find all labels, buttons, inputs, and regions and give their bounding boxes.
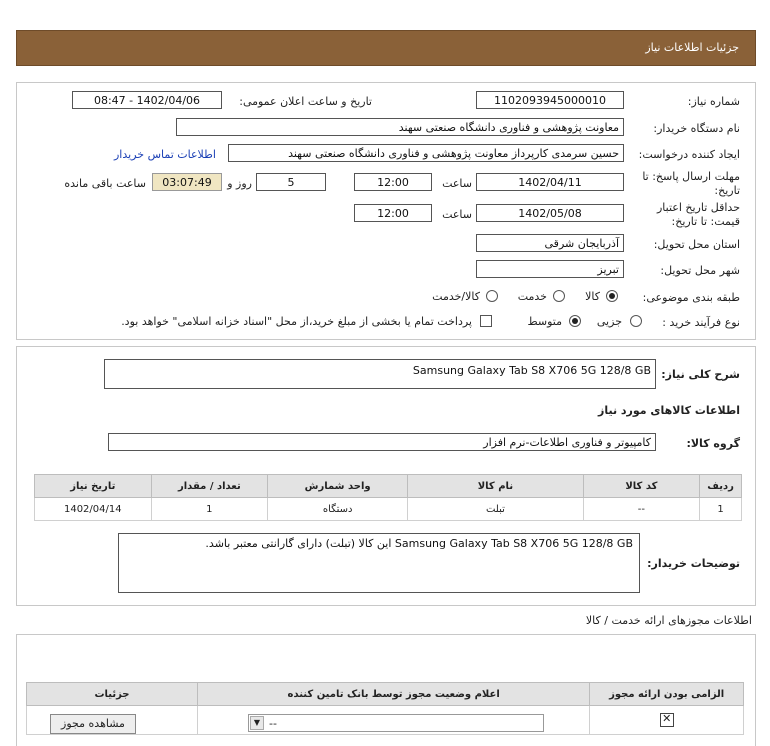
- view-permit-button[interactable]: مشاهده مجوز: [50, 714, 136, 734]
- cell-unit: دستگاه: [268, 498, 408, 521]
- deadline-date-field: 1402/04/11: [476, 173, 624, 191]
- deadline-time-field: 12:00: [354, 173, 432, 191]
- process-label: نوع فرآیند خرید :: [662, 316, 740, 329]
- process-minor-label: جزیی: [596, 315, 622, 328]
- col-name: نام کالا: [408, 475, 583, 498]
- col-quantity: تعداد / مقدار: [151, 475, 268, 498]
- cell-quantity: 1: [151, 498, 268, 521]
- category-goods-service-label: کالا/خدمت: [432, 290, 480, 303]
- page-title: جزئیات اطلاعات نیاز: [645, 41, 739, 54]
- need-description-field: Samsung Galaxy Tab S8 X706 5G 128/8 GB: [104, 359, 656, 389]
- deadline-time-label: ساعت: [442, 177, 472, 190]
- buyer-contact-link[interactable]: اطلاعات تماس خریدار: [114, 148, 216, 161]
- table-row: [35, 498, 742, 521]
- remaining-label: ساعت باقی مانده: [64, 177, 146, 190]
- page-header: [16, 30, 756, 66]
- category-label: طبقه بندی موضوعی:: [642, 291, 740, 304]
- category-service-label: خدمت: [517, 290, 547, 303]
- col-permit-details: جزئیات: [27, 683, 198, 706]
- city-field: تبریز: [476, 260, 624, 278]
- cell-code: --: [583, 498, 700, 521]
- days-label: روز و: [227, 177, 252, 190]
- col-code: کد کالا: [583, 475, 700, 498]
- treasury-checkbox[interactable]: [480, 315, 492, 327]
- goods-group-label: گروه کالا:: [686, 437, 740, 450]
- col-unit: واحد شمارش: [268, 475, 408, 498]
- days-field: 5: [256, 173, 326, 191]
- col-permit-status: اعلام وضعیت مجوز توسط بانک تامین کننده: [197, 683, 589, 706]
- category-goods-radio[interactable]: [606, 290, 618, 302]
- process-medium-radio[interactable]: [569, 315, 581, 327]
- process-minor-radio[interactable]: [630, 315, 642, 327]
- cell-date: 1402/04/14: [35, 498, 152, 521]
- category-goods-label: کالا: [585, 290, 600, 303]
- category-goods-service-radio[interactable]: [486, 290, 498, 302]
- validity-time-field: 12:00: [354, 204, 432, 222]
- province-field: آذربایجان شرقی: [476, 234, 624, 252]
- need-description-label: شرح کلی نیاز:: [661, 368, 740, 381]
- need-number-field: 1102093945000010: [476, 91, 624, 109]
- cell-name: تبلت: [408, 498, 583, 521]
- chevron-down-icon: ▼: [250, 716, 264, 730]
- need-number-label: شماره نیاز:: [687, 95, 740, 108]
- treasury-note: پرداخت تمام یا بخشی از مبلغ خرید،از محل "اسناد خزانه اسلامی" خواهد بود.: [121, 315, 472, 328]
- col-row: ردیف: [700, 475, 742, 498]
- permit-status-value: --: [269, 717, 277, 730]
- permits-title: اطلاعات مجوزهای ارائه خدمت / کالا: [585, 614, 752, 627]
- announce-field: 1402/04/06 - 08:47: [72, 91, 222, 109]
- process-medium-label: متوسط: [527, 315, 562, 328]
- buyer-notes-field: Samsung Galaxy Tab S8 X706 5G 128/8 GB این کالا (تبلت) دارای گارانتی معتبر باشد.: [118, 533, 640, 593]
- required-checkbox-icon: ✕: [660, 713, 674, 727]
- city-label: شهر محل تحویل:: [660, 264, 740, 277]
- remaining-time-field: 03:07:49: [152, 173, 222, 191]
- requester-label: ایجاد کننده درخواست:: [638, 148, 740, 161]
- buyer-org-field: معاونت پژوهشی و فناوری دانشگاه صنعتی سهند: [176, 118, 624, 136]
- requester-field: حسین سرمدی کارپرداز معاونت پژوهشی و فناوری دانشگاه صنعتی سهند: [228, 144, 624, 162]
- validity-time-label: ساعت: [442, 208, 472, 221]
- goods-info-title: اطلاعات کالاهای مورد نیاز: [598, 404, 740, 417]
- buyer-org-label: نام دستگاه خریدار:: [653, 122, 740, 135]
- col-date: تاریخ نیاز: [35, 475, 152, 498]
- category-service-radio[interactable]: [553, 290, 565, 302]
- announce-label: تاریخ و ساعت اعلان عمومی:: [239, 95, 372, 108]
- validity-label-2: قیمت: تا تاریخ:: [671, 215, 740, 228]
- col-permit-required: الزامی بودن ارائه مجوز: [590, 683, 744, 706]
- deadline-label-2: تاریخ:: [714, 184, 740, 197]
- permit-status-select[interactable]: [248, 714, 544, 732]
- goods-table: [34, 474, 742, 521]
- province-label: استان محل تحویل:: [653, 238, 740, 251]
- validity-label-1: حداقل تاریخ اعتبار: [656, 201, 740, 214]
- cell-row: 1: [700, 498, 742, 521]
- deadline-label-1: مهلت ارسال پاسخ: تا: [642, 170, 740, 183]
- buyer-notes-label: توضیحات خریدار:: [647, 557, 740, 570]
- goods-group-field: کامپیوتر و فناوری اطلاعات-نرم افزار: [108, 433, 656, 451]
- validity-date-field: 1402/05/08: [476, 204, 624, 222]
